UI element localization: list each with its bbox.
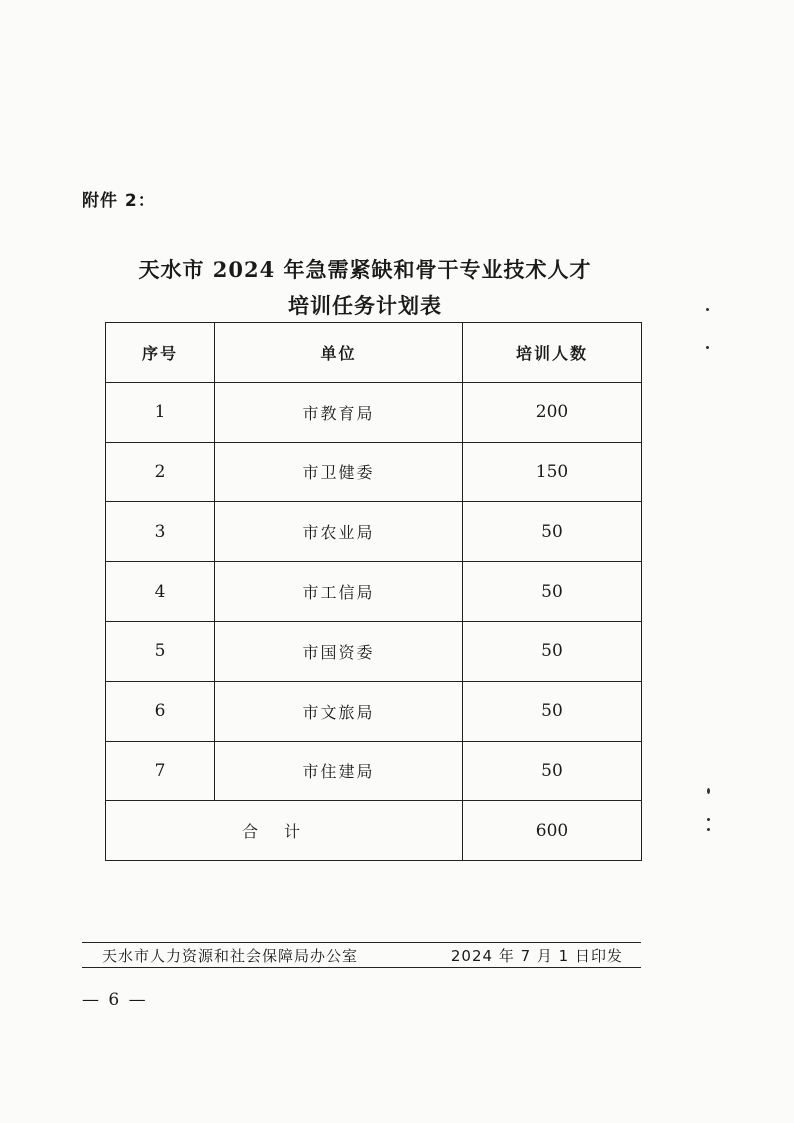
total-value: 600 (463, 801, 642, 861)
document-title-line2: 培训任务计划表 (288, 293, 442, 318)
row-index: 3 (106, 502, 215, 562)
row-index: 4 (106, 562, 215, 622)
table-row (106, 442, 642, 502)
row-count: 50 (463, 681, 642, 741)
issuer-name: 天水市人力资源和社会保障局办公室 (102, 947, 359, 965)
total-label: 合计 (106, 801, 463, 861)
row-index: 6 (106, 681, 215, 741)
row-index: 1 (106, 382, 215, 442)
table-total-row (106, 801, 642, 861)
row-count: 150 (463, 442, 642, 502)
table-row (106, 621, 642, 681)
scan-speck (707, 828, 710, 831)
document-title-line1: 天水市 2024 年急需紧缺和骨干专业技术人才 (138, 257, 592, 282)
table-header-row (106, 323, 642, 383)
scan-speck (706, 308, 709, 311)
scan-speck (707, 788, 710, 794)
row-index: 5 (106, 621, 215, 681)
scan-speck (706, 346, 709, 349)
row-count: 50 (463, 621, 642, 681)
attachment-label: 附件 2： (82, 191, 156, 211)
table-row (106, 562, 642, 622)
row-unit: 市国资委 (215, 621, 463, 681)
table-row (106, 502, 642, 562)
row-unit: 市农业局 (215, 502, 463, 562)
scan-speck (707, 818, 710, 821)
row-unit: 市教育局 (215, 382, 463, 442)
row-count: 200 (463, 382, 642, 442)
row-unit: 市工信局 (215, 562, 463, 622)
row-unit: 市卫健委 (215, 442, 463, 502)
row-count: 50 (463, 502, 642, 562)
row-count: 50 (463, 741, 642, 801)
header-count: 培训人数 (463, 323, 642, 383)
row-count: 50 (463, 562, 642, 622)
row-index: 7 (106, 741, 215, 801)
table-row (106, 382, 642, 442)
table-row (106, 741, 642, 801)
row-index: 2 (106, 442, 215, 502)
issue-date: 2024 年 7 月 1 日印发 (450, 947, 623, 965)
issuance-footer (82, 942, 641, 968)
header-unit: 单位 (215, 323, 463, 383)
row-unit: 市住建局 (215, 741, 463, 801)
table-row (106, 681, 642, 741)
training-plan-table (105, 322, 642, 861)
page-number: — 6 — (82, 990, 148, 1010)
row-unit: 市文旅局 (215, 681, 463, 741)
header-index: 序号 (106, 323, 215, 383)
